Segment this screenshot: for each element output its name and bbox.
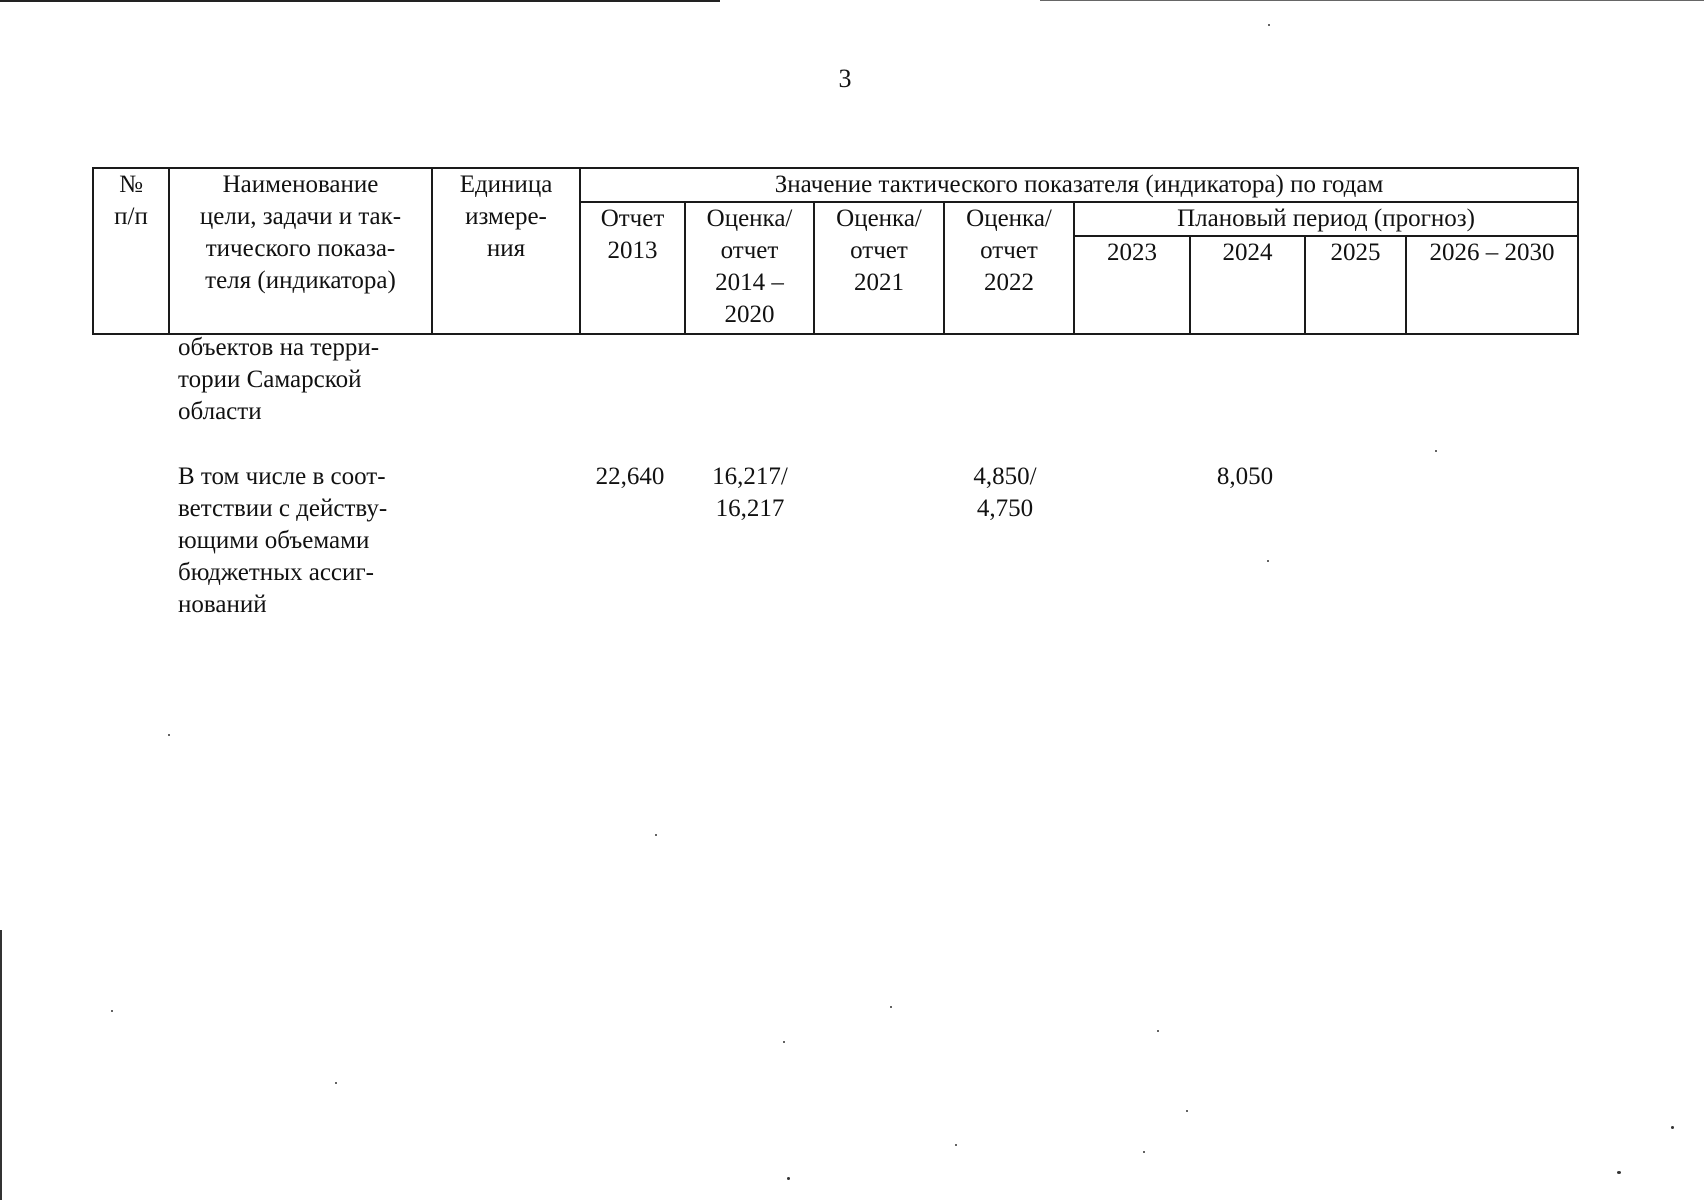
speck	[1267, 560, 1269, 562]
speck	[168, 734, 170, 736]
header-col-unit: Единица измере- ния	[432, 168, 580, 334]
row-value-2022: 4,850/ 4,750	[973, 463, 1037, 522]
header-col-2022: Оценка/ отчет 2022	[944, 202, 1074, 334]
header-col-2021: Оценка/ отчет 2021	[814, 202, 944, 334]
indicator-table-header	[92, 167, 1579, 335]
speck	[1435, 450, 1437, 452]
row-value-2024: 8,050	[1216, 463, 1274, 490]
header-col-2026-2030: 2026 – 2030	[1406, 236, 1578, 334]
row-name-budget: В том числе в соот- ветствии с действу- ющими объемами бюджетных ассиг- нований	[178, 463, 388, 618]
header-col-2024: 2024	[1190, 236, 1305, 334]
speck	[1268, 24, 1270, 26]
speck	[1671, 1126, 1674, 1129]
row-value-2013: 22,640	[595, 463, 665, 490]
speck	[955, 1144, 957, 1146]
speck	[1143, 1151, 1145, 1153]
speck	[655, 834, 657, 836]
speck	[335, 1082, 337, 1084]
header-col-2013: Отчет 2013	[580, 202, 685, 334]
speck	[783, 1041, 785, 1043]
scan-edge-left	[0, 930, 2, 1200]
header-col-2025: 2025	[1305, 236, 1406, 334]
page-number: 3	[838, 64, 852, 93]
header-group-plan-period: Плановый период (прогноз)	[1074, 202, 1578, 236]
speck	[787, 1177, 790, 1180]
header-col-name: Наименование цели, задачи и так- тического показа- теля (индикатора)	[169, 168, 432, 334]
header-col-2014-2020: Оценка/ отчет 2014 – 2020	[685, 202, 814, 334]
row-value-2014-2020: 16,217/ 16,217	[712, 463, 788, 522]
row-name-continuation: объектов на терри- тории Самарской области	[178, 334, 380, 425]
speck	[1157, 1030, 1159, 1032]
header-col-2023: 2023	[1074, 236, 1190, 334]
scan-edge-top	[0, 0, 720, 2]
speck	[1186, 1110, 1188, 1112]
speck	[111, 1010, 113, 1012]
header-group-values-by-year: Значение тактического показателя (индикатора) по годам	[580, 168, 1578, 202]
header-col-number: № п/п	[93, 168, 169, 334]
scan-edge-top-right	[1040, 0, 1704, 1]
speck	[890, 1006, 892, 1008]
speck	[1617, 1171, 1621, 1174]
